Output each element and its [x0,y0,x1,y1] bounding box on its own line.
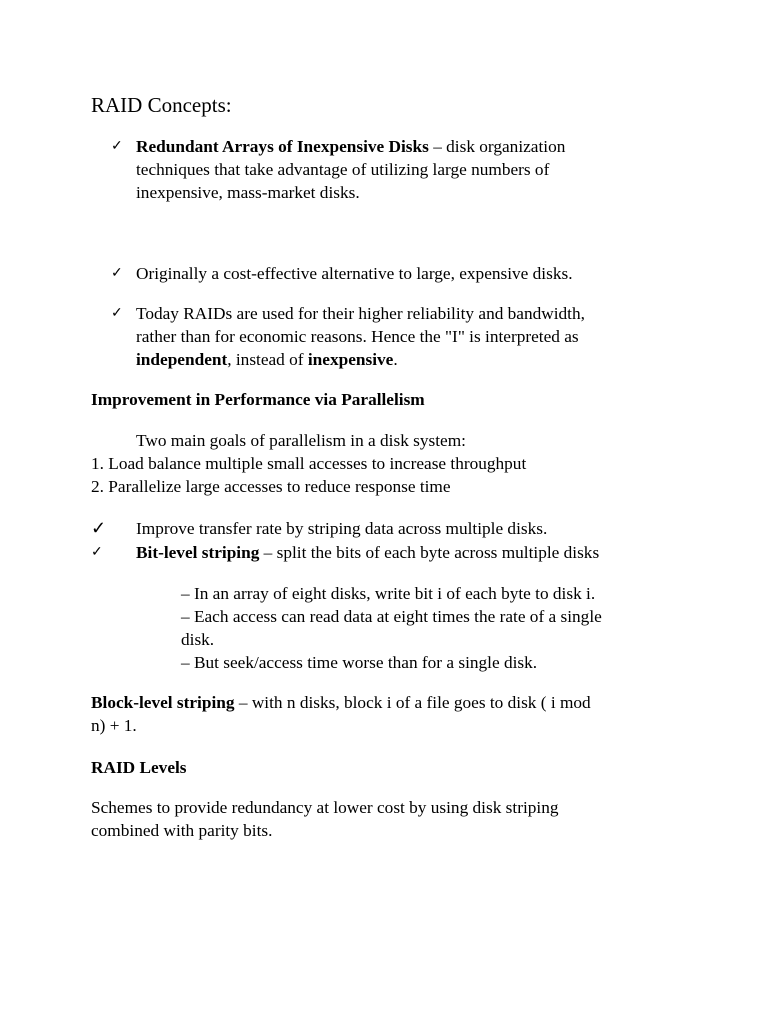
bullet-text: – split the bits of each byte across multiple disks [259,543,600,562]
bullet-line: techniques that take advantage of utilizing large numbers of [136,160,550,179]
dash-item: – But seek/access time worse than for a single disk. [181,653,538,672]
bullet-bit-level [136,541,599,564]
bullet-line: rather than for economic reasons. Hence the "I" is interpreted as [136,327,579,346]
bullet-today-raids: Today RAIDs are used for their higher reliability and bandwidth, [136,304,585,323]
dash-item-continuation: disk. [181,630,215,649]
paragraph-line: n) + 1. [91,716,137,735]
bullet-redundant-arrays [136,135,565,158]
checkmark-icon: ✓ [91,518,107,538]
term-redundant-arrays: Redundant Arrays of Inexpensive Disks [136,137,429,156]
bullet-text: , instead of [227,350,308,369]
checkmark-icon: ✓ [111,306,123,321]
bullet-originally: Originally a cost-effective alternative to large, expensive disks. [136,264,573,283]
paragraph-text: – with n disks, block i of a file goes to disk ( i mod [234,693,591,712]
schemes-paragraph: Schemes to provide redundancy at lower cost by using disk striping [91,798,559,817]
checkmark-icon: ✓ [91,545,103,560]
section-heading-raid-levels: RAID Levels [91,758,187,777]
goal-item: 2. Parallelize large accesses to reduce response time [91,477,451,496]
bullet-text: . [393,350,398,369]
goals-intro: Two main goals of parallelism in a disk system: [136,431,466,450]
term-block-level-striping: Block-level striping [91,693,235,712]
term-bit-level-striping: Bit-level striping [136,543,260,562]
dash-item: – Each access can read data at eight times the rate of a single [181,607,602,626]
bullet-transfer-rate: Improve transfer rate by striping data across multiple disks. [136,519,548,538]
bullet-line: inexpensive, mass-market disks. [136,183,360,202]
goal-item: 1. Load balance multiple small accesses to increase throughput [91,454,527,473]
term-inexpensive: inexpensive [307,350,394,369]
dash-item: – In an array of eight disks, write bit i of each byte to disk i. [181,584,596,603]
paragraph-line: combined with parity bits. [91,821,273,840]
checkmark-icon: ✓ [111,266,123,281]
bullet-line [136,348,398,371]
page-title: RAID Concepts: [91,93,232,117]
checkmark-icon: ✓ [111,139,123,154]
section-heading-performance: Improvement in Performance via Parallelism [91,390,425,409]
term-independent: independent [136,350,228,369]
bullet-text: – disk organization [428,137,566,156]
block-level-paragraph [91,691,591,714]
